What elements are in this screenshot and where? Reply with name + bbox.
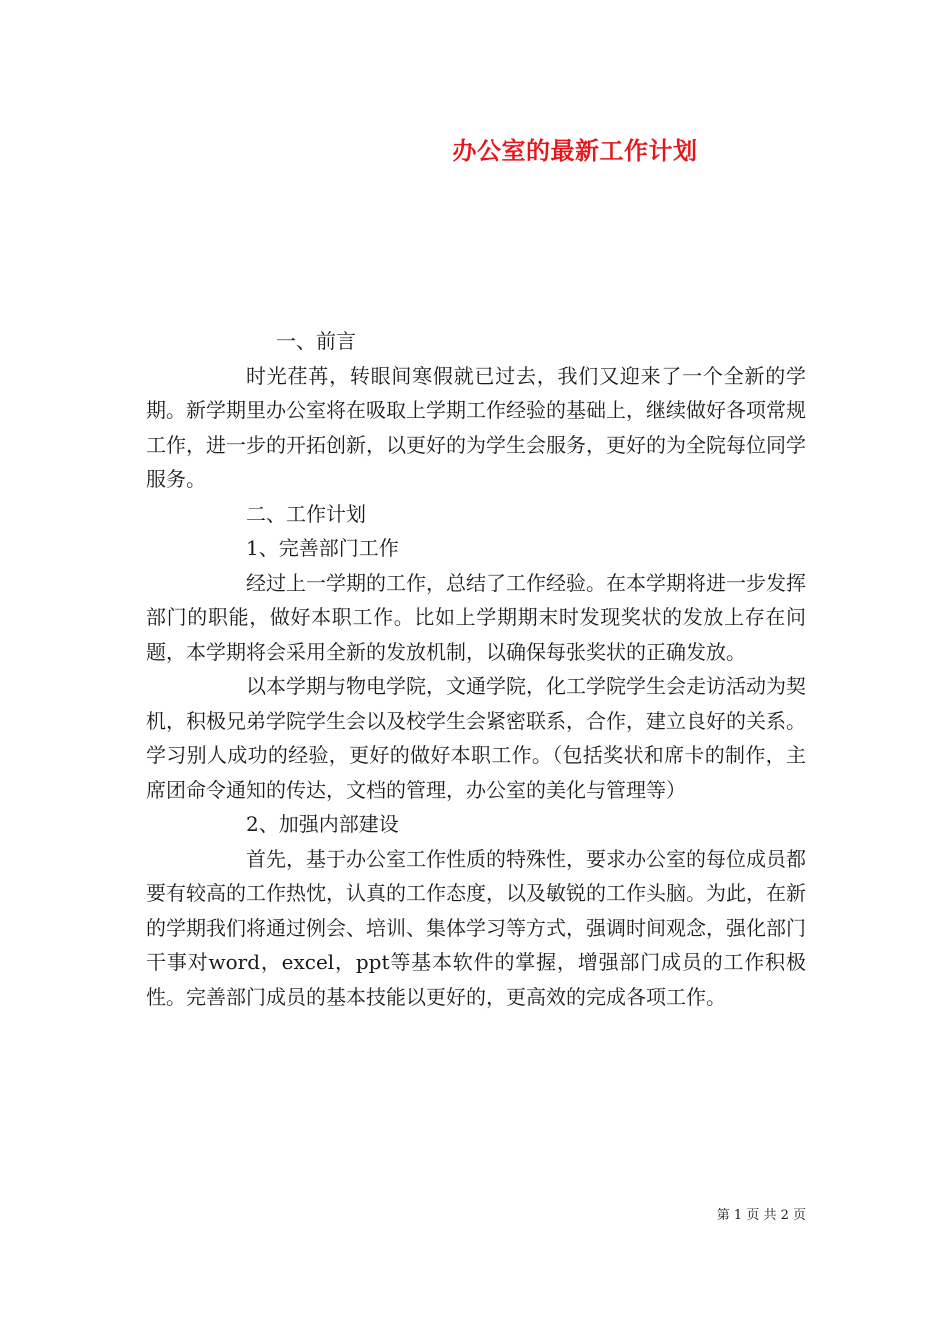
- paragraph-preface: 时光荏苒，转眼间寒假就已过去，我们又迎来了一个全新的学期。新学期里办公室将在吸取上学期工作经验的基础上，继续做好各项常规工作，进一步的开拓创新，以更好的为学生会服务，更好的为全院每位同学服务。: [146, 363, 806, 491]
- subheading-internal-building: 2、加强内部建设: [246, 812, 399, 836]
- section-heading-work-plan: 二、工作计划: [246, 501, 366, 526]
- page-footer: 第 1 页 共 2 页: [716, 1208, 806, 1223]
- section-heading-preface: 一、前言: [276, 329, 356, 353]
- paragraph-improve-department-1: 经过上一学期的工作，总结了工作经验。在本学期将进一步发挥部门的职能，做好本职工作。比如上学期期末时发现奖状的发放上存在问题，本学期将会采用全新的发放机制，以确保每张奖状的正确发放。: [146, 570, 806, 664]
- document-body: [146, 324, 806, 1014]
- paragraph-improve-department-2: 以本学期与物电学院，文通学院，化工学院学生会走访活动为契机，积极兄弟学院学生会以及校学生会紧密联系，合作，建立良好的关系。学习别人成功的经验，更好的做好本职工作。（包括奖状和席卡的制作，主席团命令通知的传达，文档的管理，办公室的美化与管理等）: [146, 674, 806, 802]
- subheading-improve-department: 1、完善部门工作: [246, 536, 399, 560]
- document-title: 办公室的最新工作计划: [452, 136, 698, 165]
- paragraph-internal-building: 首先，基于办公室工作性质的特殊性，要求办公室的每位成员都要有较高的工作热忱，认真的工作态度，以及敏锐的工作头脑。为此，在新的学期我们将通过例会、培训、集体学习等方式，强调时间观念，强化部门干事对word，excel，ppt等基本软件的掌握，增强部门成员的工作积极性。完善部门成员的基本技能以更好的，更高效的完成各项工作。: [146, 846, 806, 1009]
